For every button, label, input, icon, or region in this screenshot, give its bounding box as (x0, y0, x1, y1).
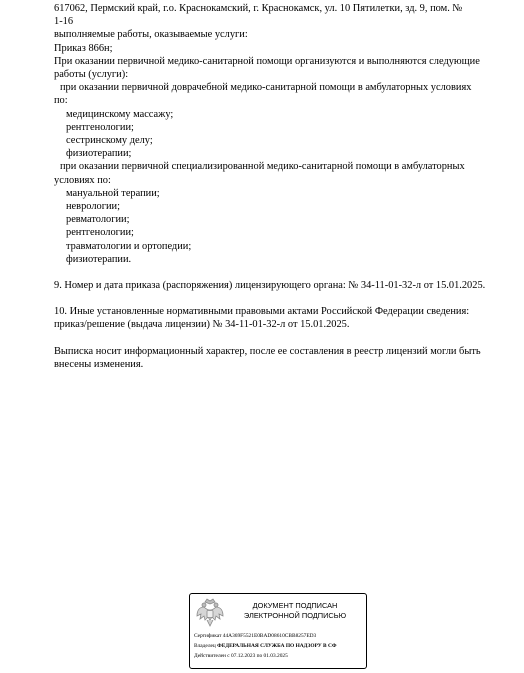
list-item: физиотерапии. (66, 253, 132, 265)
stamp-title (228, 601, 362, 621)
list-item: рентгенологии; (66, 227, 134, 239)
disclaimer-line-1: Выписка носит информационный характер, после ее составления в реестр лицензий могли быть (54, 345, 481, 357)
electronic-signature-stamp (189, 593, 367, 669)
list-item: мануальной терапии; (66, 187, 160, 199)
stamp-title-line-1: ДОКУМЕНТ ПОДПИСАН (252, 601, 338, 610)
list-item: рентгенологии; (66, 121, 134, 133)
primary-care-intro-1: При оказании первичной медико-санитарной помощи организуются и выполняются следующие (54, 55, 480, 67)
section-10-other-info-1: 10. Иные установленные нормативными правовыми актами Российской Федерации сведения: (54, 306, 470, 318)
certificate-number: Сертификат 44A369F5521E0BAD08610CBB8257ED3 (194, 633, 317, 639)
list-item: физиотерапии; (66, 148, 132, 160)
eagle-emblem-icon (196, 598, 224, 628)
section-9-order-number: 9. Номер и дата приказа (распоряжения) лицензирующего органа: № 34-11-01-32-л от 15.01.2025. (54, 280, 486, 292)
certificate-owner (194, 643, 337, 650)
certificate-validity: Действителен с 07.12.2023 по 01.03.2025 (194, 653, 288, 659)
list-item: сестринскому делу; (66, 135, 153, 147)
document-body (54, 2, 510, 371)
address-line-2: 1-16 (54, 16, 74, 28)
section-10-other-info-2: приказ/решение (выдача лицензии) № 34-11-01-32-л от 15.01.2025. (54, 319, 350, 331)
specialized-care-heading-1: при оказании первичной специализированной медико-санитарной помощи в амбулаторных (60, 161, 465, 173)
primary-care-intro-2: работы (услуги): (54, 69, 129, 81)
pre-doctor-care-heading-2: по: (54, 95, 68, 107)
works-services-heading: выполняемые работы, оказываемые услуги: (54, 29, 248, 41)
owner-name: ФЕДЕРАЛЬНАЯ СЛУЖБА ПО НАДЗОРУ В СФ (217, 643, 337, 649)
list-item: медицинскому массажу; (66, 108, 174, 120)
list-item: ревматологии; (66, 214, 130, 226)
disclaimer-line-2: внесены изменения. (54, 358, 144, 370)
specialized-care-heading-2: условиях по: (54, 174, 111, 186)
list-item: неврологии; (66, 201, 120, 213)
address-line-1: 617062, Пермский край, г.о. Краснокамский, г. Краснокамск, ул. 10 Пятилетки, зд. 9, пом. № (54, 3, 463, 14)
list-item: травматологии и ортопедии; (66, 240, 192, 252)
stamp-title-line-2: ЭЛЕКТРОННОЙ ПОДПИСЬЮ (243, 611, 347, 620)
owner-label: Владелец (194, 643, 216, 649)
order-reference: Приказ 866н; (54, 42, 113, 54)
pre-doctor-care-heading-1: при оказании первичной доврачебной медико-санитарной помощи в амбулаторных условиях (60, 82, 472, 94)
